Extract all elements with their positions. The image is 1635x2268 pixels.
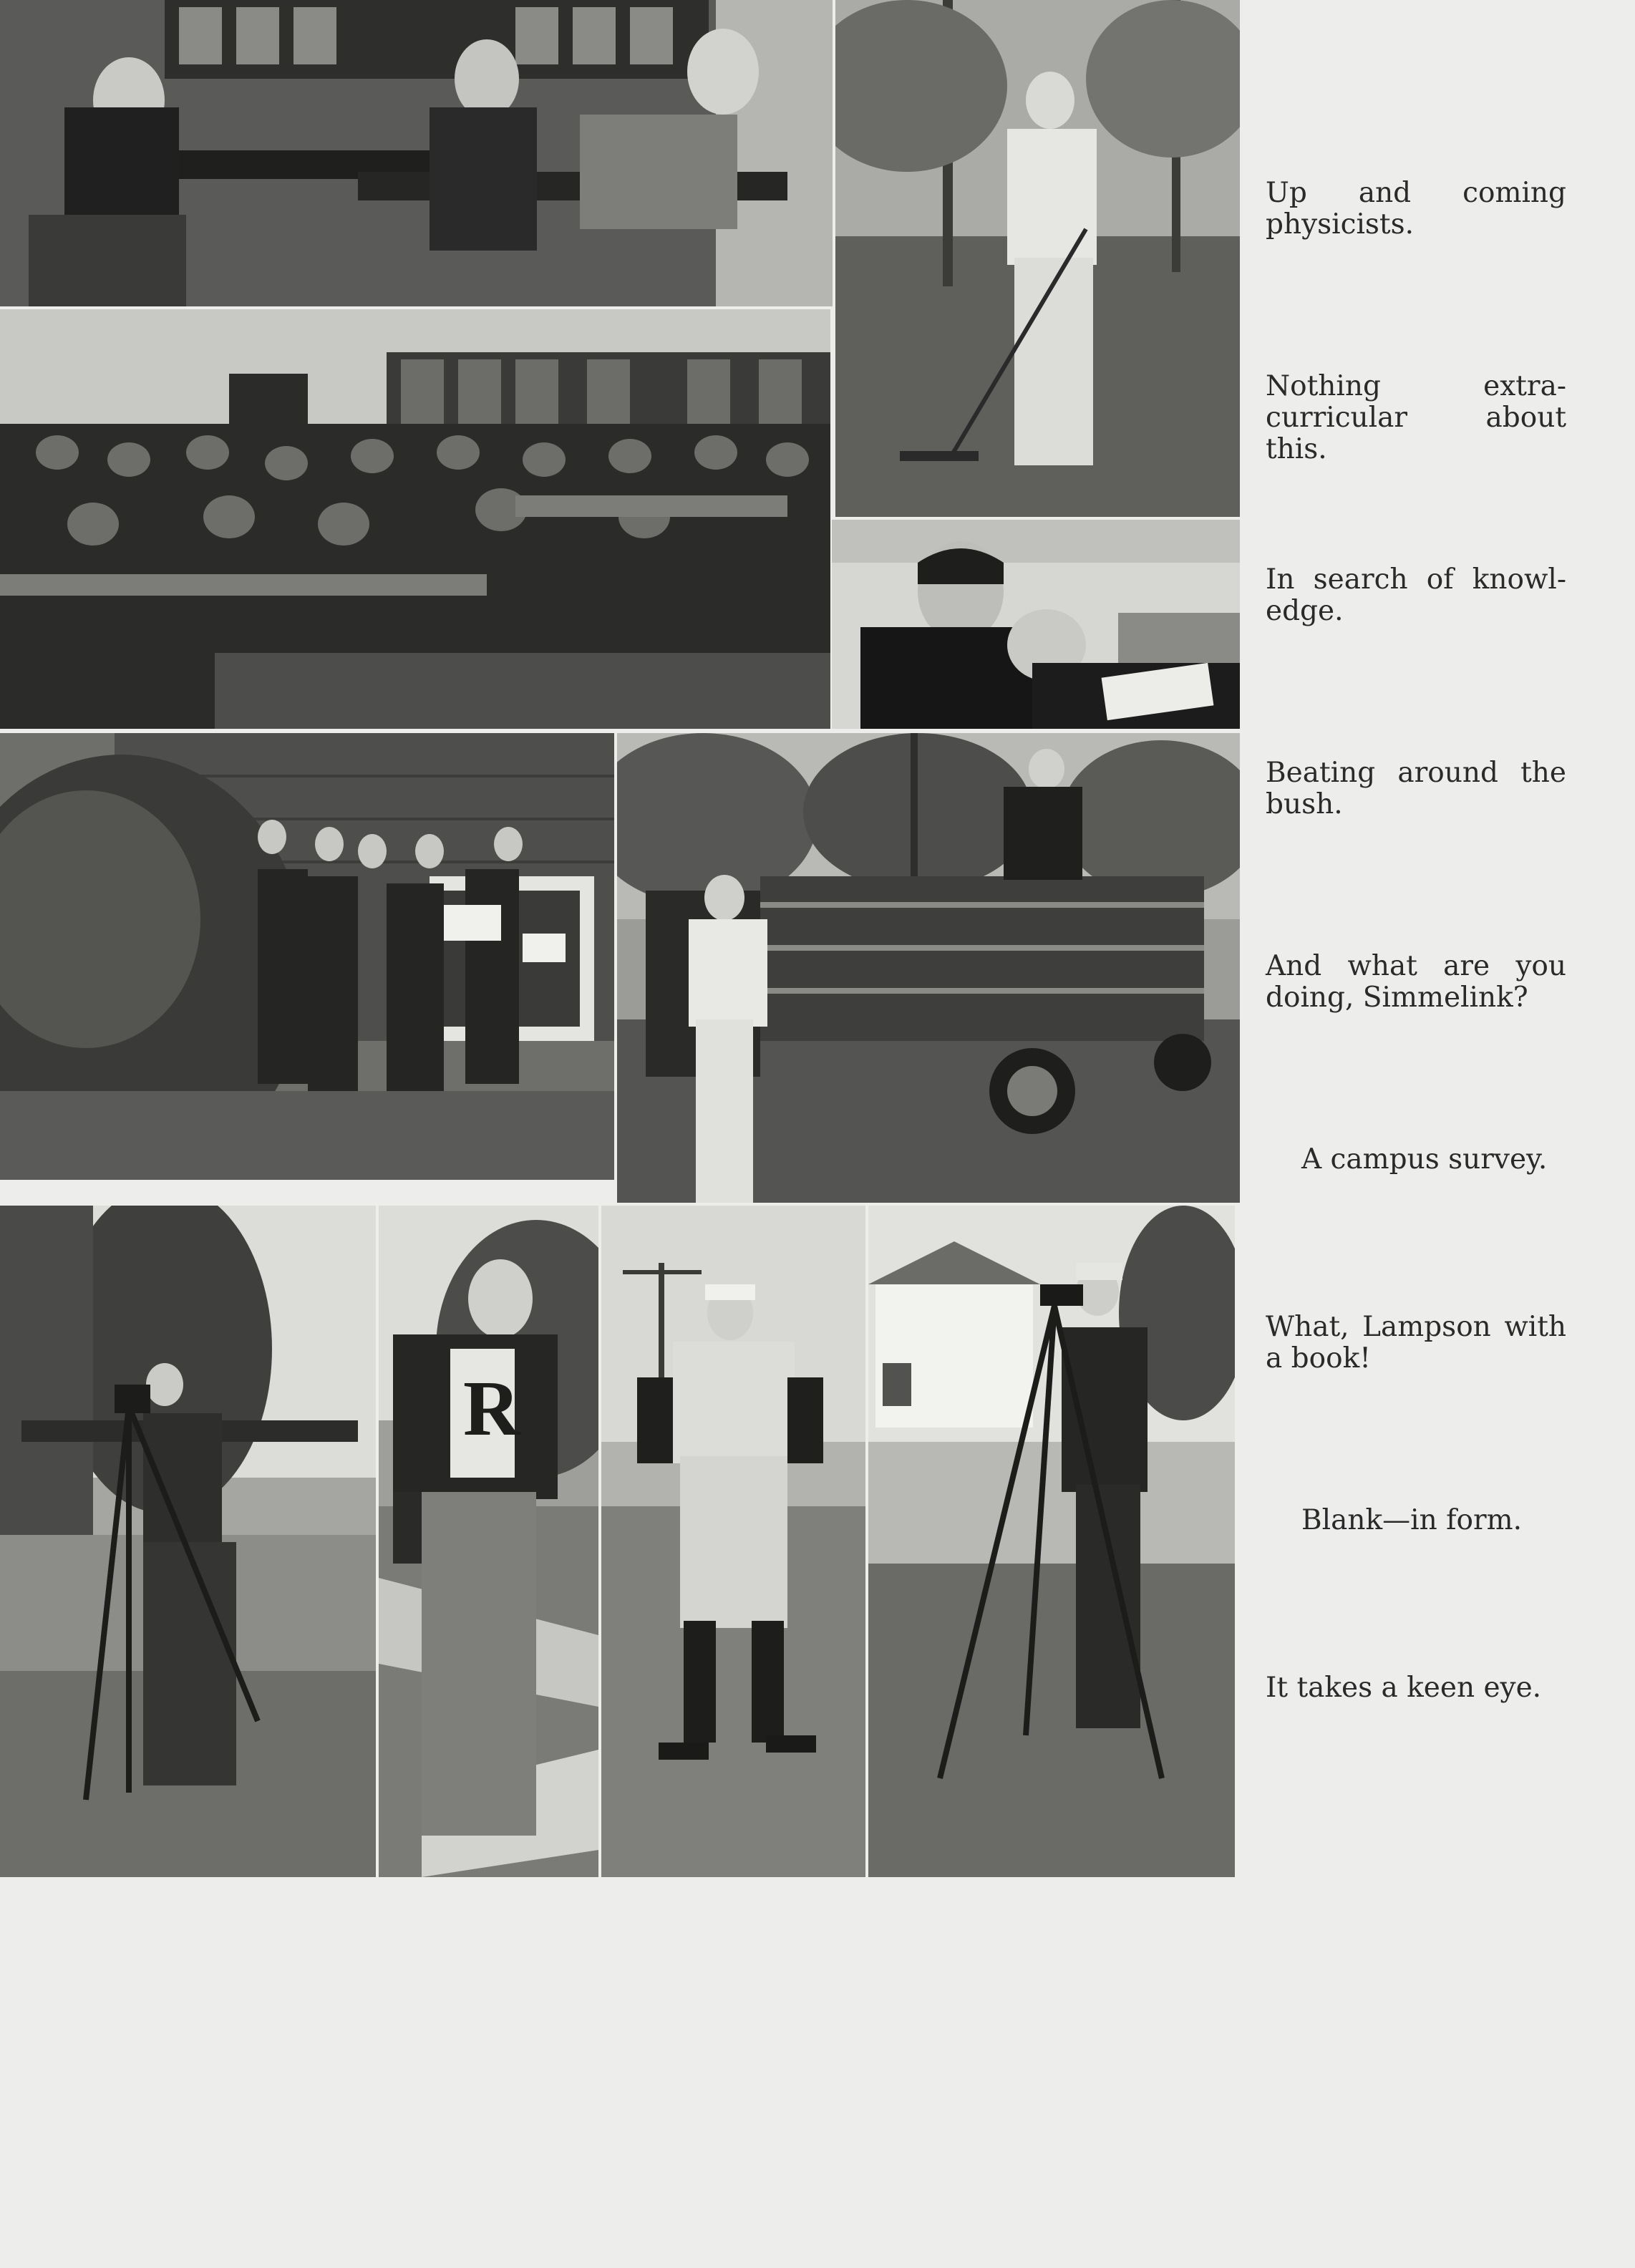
photo-r-sweater [379, 1206, 598, 1877]
caption-lampson: What, Lampson with a book! [1266, 1311, 1566, 1375]
photo-students-reading [832, 520, 1240, 729]
photo-surveyor-theodolite [868, 1206, 1235, 1877]
svg-text:R: R [463, 1365, 520, 1452]
photo-group-by-bushes [0, 733, 614, 1180]
caption-campus-survey: A campus survey. [1301, 1143, 1548, 1176]
caption-physicists: Up and coming physicists. [1266, 177, 1566, 241]
photo-surveyor-arms-out [0, 1206, 376, 1877]
caption-keen-eye: It takes a keen eye. [1266, 1672, 1542, 1704]
photo-physics-lab [0, 0, 833, 306]
photo-baseball-player [601, 1206, 865, 1877]
caption-search-of-knowledge: In search of knowl-edge. [1266, 563, 1566, 627]
photo-raking-leaves [835, 0, 1240, 517]
caption-simmelink: And what are you doing, Simmelink? [1266, 950, 1566, 1014]
photo-library [0, 309, 830, 729]
caption-beating-around-bush: Beating around the bush. [1266, 757, 1566, 820]
caption-blank-in-form: Blank—in form. [1301, 1504, 1523, 1536]
caption-extra-curricular: Nothing extra-curricular about this. [1266, 370, 1566, 465]
photo-truck [617, 733, 1240, 1203]
